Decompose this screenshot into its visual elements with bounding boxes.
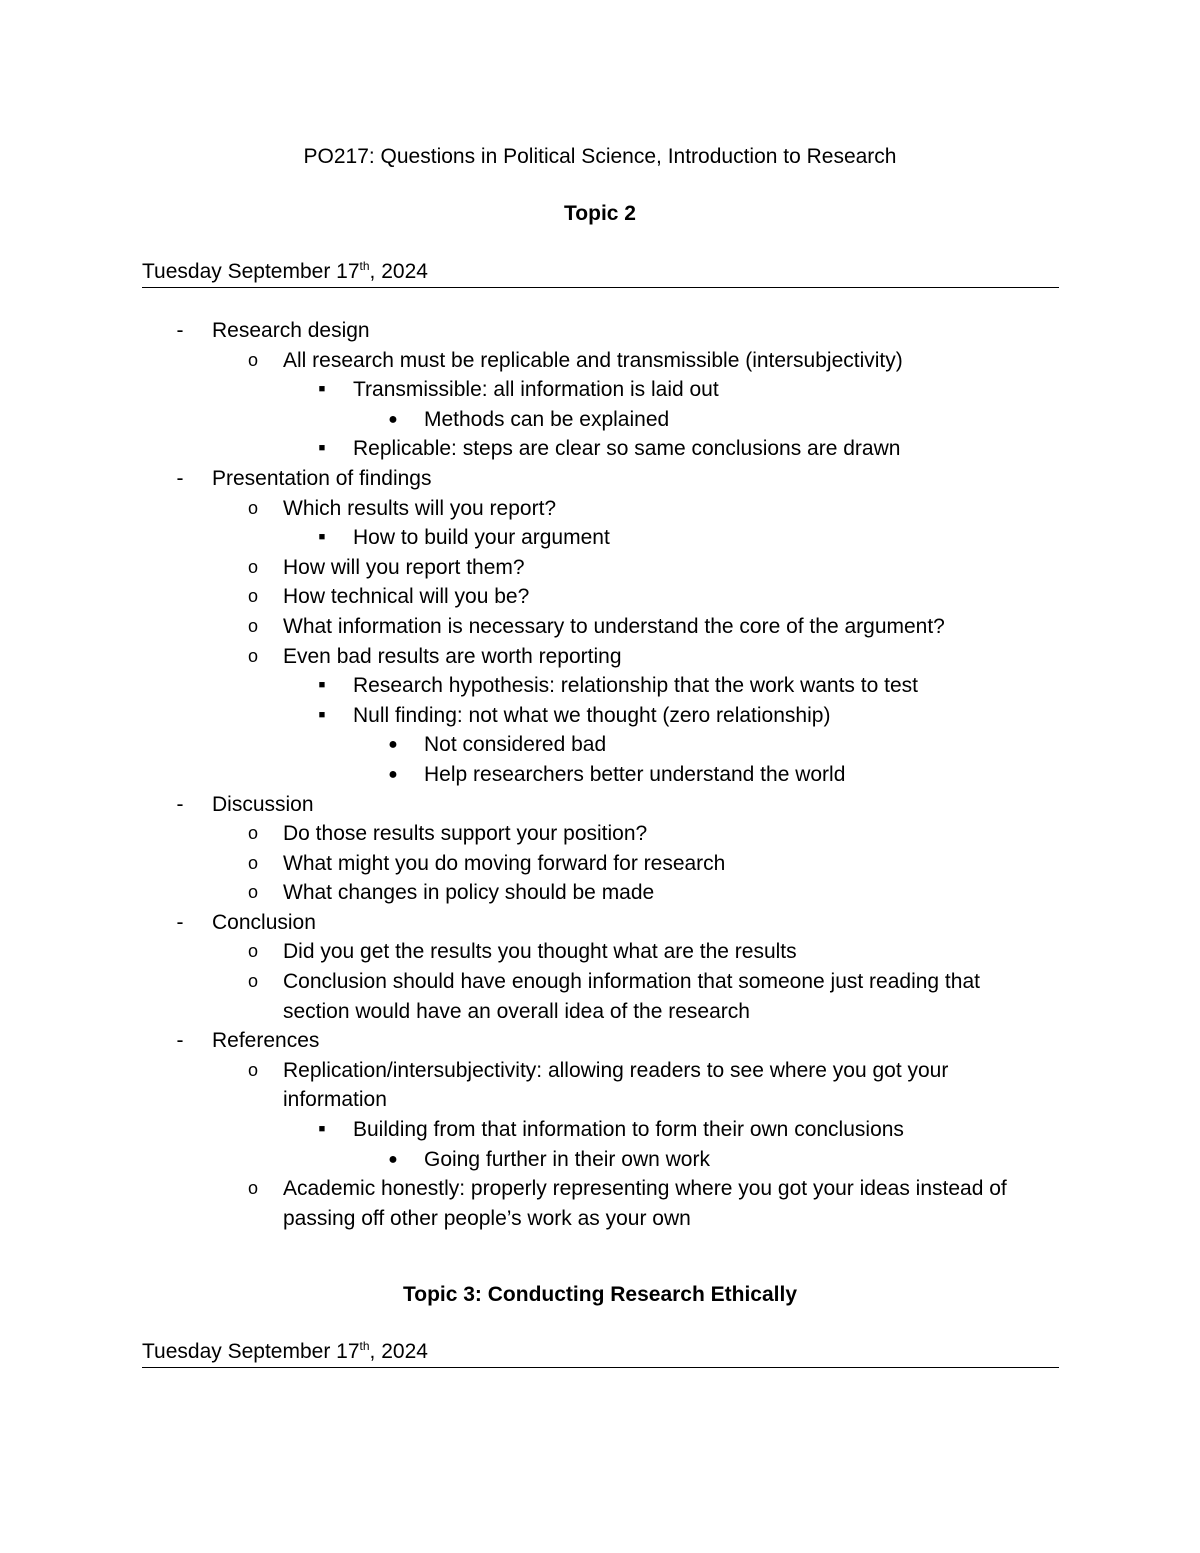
outline-item-level-4 xyxy=(0,405,1200,435)
notes-outline xyxy=(0,316,1200,1233)
bullet-marker: o xyxy=(247,1178,258,1199)
outline-item-text: Help researchers better understand the world xyxy=(424,762,846,786)
outline-item-level-3 xyxy=(0,434,1200,464)
bullet-marker: o xyxy=(247,349,258,370)
outline-item-text: Discussion xyxy=(212,792,314,816)
outline-item-level-2 xyxy=(0,819,1200,849)
outline-item-text: Conclusion xyxy=(212,910,316,934)
outline-item-level-2 xyxy=(0,849,1200,879)
bullet-marker: ■ xyxy=(318,1123,326,1136)
outline-item-text: Not considered bad xyxy=(424,733,607,757)
bullet-marker: - xyxy=(176,1029,184,1053)
outline-item-level-2 xyxy=(0,612,1200,642)
bullet-marker: o xyxy=(247,882,258,903)
date-year: , 2024 xyxy=(369,1340,428,1363)
outline-item-text: Null finding: not what we thought (zero relationship) xyxy=(353,703,831,727)
outline-item-text: What changes in policy should be made xyxy=(283,881,655,905)
outline-item-level-1 xyxy=(0,464,1200,494)
outline-item-text: Presentation of findings xyxy=(212,466,432,490)
bullet-marker: ● xyxy=(388,765,398,783)
bullet-marker: - xyxy=(176,910,184,934)
outline-item-level-2 xyxy=(0,582,1200,612)
outline-item-level-2 xyxy=(0,642,1200,672)
outline-item-level-2 xyxy=(0,937,1200,967)
outline-item-text: Going further in their own work xyxy=(424,1147,710,1171)
outline-item-text: Research design xyxy=(212,319,370,342)
bullet-marker: o xyxy=(247,1059,258,1080)
bullet-marker: ■ xyxy=(318,531,326,544)
topic-3-heading: Topic 3: Conducting Research Ethically xyxy=(402,1283,798,1306)
date-ordinal: th xyxy=(359,1339,370,1353)
outline-item-level-4 xyxy=(0,730,1200,760)
topic-2-date xyxy=(142,258,1059,288)
bullet-marker: ■ xyxy=(318,708,326,721)
outline-item-text: All research must be replicable and transmissible (intersubjectivity) xyxy=(283,348,903,372)
outline-item-text: What might you do moving forward for research xyxy=(283,851,726,875)
outline-item-level-3 xyxy=(0,1115,1200,1145)
bullet-marker: o xyxy=(247,586,258,607)
bullet-marker: ■ xyxy=(318,383,326,396)
date-text: Tuesday September 17 xyxy=(142,1340,360,1363)
date-text: Tuesday September 17 xyxy=(142,260,360,283)
outline-item-text: Methods can be explained xyxy=(424,407,670,431)
outline-item-text: How technical will you be? xyxy=(283,585,530,609)
outline-item-text: Replication/intersubjectivity: allowing readers to see where you got your information xyxy=(283,1058,949,1112)
outline-item-text: Do those results support your position? xyxy=(283,822,648,846)
outline-item-level-3 xyxy=(0,375,1200,405)
outline-item-level-4 xyxy=(0,760,1200,790)
bullet-marker: o xyxy=(247,615,258,636)
bullet-marker: - xyxy=(176,466,184,490)
bullet-marker: o xyxy=(247,645,258,666)
outline-item-text: Which results will you report? xyxy=(283,496,557,520)
outline-item-level-2 xyxy=(0,1056,1200,1115)
outline-item-level-2 xyxy=(0,553,1200,583)
outline-item-level-1 xyxy=(0,316,1200,346)
bullet-marker: o xyxy=(247,823,258,844)
bullet-marker: ● xyxy=(388,1150,398,1168)
outline-item-text: Building from that information to form their own conclusions xyxy=(353,1118,904,1142)
outline-item-level-3 xyxy=(0,701,1200,731)
outline-item-level-3 xyxy=(0,671,1200,701)
topic-3-date xyxy=(142,1338,1059,1368)
outline-item-level-2 xyxy=(0,494,1200,524)
outline-item-level-1 xyxy=(0,790,1200,820)
bullet-marker: o xyxy=(247,556,258,577)
course-title: PO217: Questions in Political Science, Introduction to Research xyxy=(303,145,897,168)
outline-item-text: Did you get the results you thought what are the results xyxy=(283,940,797,964)
outline-item-text: Replicable: steps are clear so same conclusions are drawn xyxy=(353,437,901,461)
outline-item-text: References xyxy=(212,1029,320,1053)
bullet-marker: ● xyxy=(388,410,398,428)
outline-item-level-1 xyxy=(0,908,1200,938)
outline-item-level-3 xyxy=(0,523,1200,553)
date-year: , 2024 xyxy=(369,260,428,283)
outline-item-level-2 xyxy=(0,878,1200,908)
bullet-marker: o xyxy=(247,941,258,962)
bullet-marker: o xyxy=(247,497,258,518)
outline-item-level-1 xyxy=(0,1026,1200,1056)
outline-item-text: What information is necessary to understand the core of the argument? xyxy=(283,614,945,638)
bullet-marker: ● xyxy=(388,736,398,754)
bullet-marker: ■ xyxy=(318,442,326,455)
bullet-marker: ■ xyxy=(318,679,326,692)
outline-item-text: How to build your argument xyxy=(353,526,610,550)
date-ordinal: th xyxy=(359,259,370,273)
outline-item-text: Research hypothesis: relationship that the work wants to test xyxy=(353,674,918,698)
outline-item-text: How will you report them? xyxy=(283,555,525,579)
outline-item-text: Conclusion should have enough information that someone just reading that section would have an overall idea of the research xyxy=(283,970,980,1023)
outline-item-level-2 xyxy=(0,967,1200,1026)
bullet-marker: o xyxy=(247,971,258,992)
outline-item-level-4 xyxy=(0,1145,1200,1175)
topic-2-heading: Topic 2 xyxy=(564,202,636,225)
outline-item-level-2 xyxy=(0,1174,1200,1233)
outline-item-text: Academic honestly: properly representing where you got your ideas instead of passing off other people’s work as your own xyxy=(283,1177,1007,1230)
bullet-marker: - xyxy=(176,792,184,816)
outline-item-text: Even bad results are worth reporting xyxy=(283,644,622,668)
outline-item-text: Transmissible: all information is laid out xyxy=(353,378,719,402)
bullet-marker: o xyxy=(247,852,258,873)
outline-item-level-2 xyxy=(0,346,1200,376)
bullet-marker: - xyxy=(176,319,184,342)
